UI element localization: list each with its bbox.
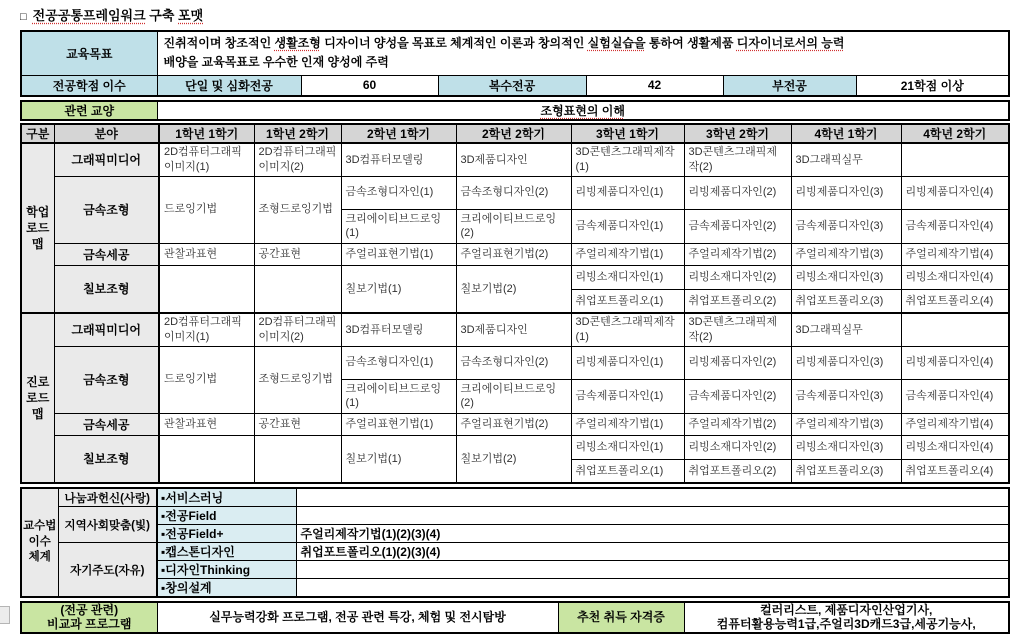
course-cell: 주얼리제작기법(4) (901, 243, 1009, 265)
credit-value-single: 60 (301, 75, 438, 96)
course-cell (159, 435, 254, 483)
teaching-item-value (296, 579, 1009, 598)
teaching-item-value (296, 561, 1009, 579)
field-label-metal-craft: 금속세공 (54, 243, 159, 265)
course-cell: 칠보기법(1) (341, 435, 456, 483)
teaching-item-value (296, 488, 1009, 507)
header-gubun: 구분 (21, 124, 54, 143)
teaching-group-sharing: 나눔과헌신(사랑) (58, 488, 157, 507)
teaching-section-label: 교수법 이수 체계 (21, 488, 58, 597)
course-cell: 3D그래픽실무 (791, 143, 901, 176)
liberal-arts-value: 조형표현의 이해 (157, 101, 1009, 120)
course-cell: 금속제품디자인(4) (901, 209, 1009, 243)
course-cell: 칠보기법(2) (456, 435, 571, 483)
course-cell: 조형드로잉기법 (254, 176, 341, 243)
course-cell: 금속조형디자인(2) (456, 176, 571, 209)
course-cell (254, 265, 341, 313)
course-cell: 금속조형디자인(1) (341, 346, 456, 379)
course-cell: 취업포트폴리오(3) (791, 459, 901, 483)
roadmap-table (20, 123, 1010, 484)
course-cell: 크리에이티브드로잉(1) (341, 379, 456, 413)
course-cell: 주얼리제작기법(4) (901, 413, 1009, 435)
course-cell: 주얼리제작기법(2) (684, 413, 791, 435)
field-label-cloisonne: 칠보조형 (54, 435, 159, 483)
course-cell: 리빙소재디자인(1) (571, 435, 684, 459)
course-cell: 금속제품디자인(4) (901, 379, 1009, 413)
course-cell: 금속제품디자인(2) (684, 209, 791, 243)
credit-value-double: 42 (586, 75, 723, 96)
course-cell: 리빙제품디자인(1) (571, 176, 684, 209)
course-cell: 주얼리제작기법(1) (571, 243, 684, 265)
course-cell: 주얼리표현기법(1) (341, 413, 456, 435)
course-cell (254, 435, 341, 483)
scrollbar-corner-artifact (0, 606, 10, 624)
course-cell: 3D컴퓨터모델링 (341, 313, 456, 346)
course-cell (159, 265, 254, 313)
course-cell: 3D콘텐츠그래픽제작(2) (684, 143, 791, 176)
course-cell: 금속제품디자인(3) (791, 379, 901, 413)
teaching-item: ▪창의설계 (157, 579, 296, 598)
course-cell: 주얼리표현기법(2) (456, 413, 571, 435)
course-cell: 금속조형디자인(1) (341, 176, 456, 209)
teaching-item-value: 취업포트폴리오(1)(2)(3)(4) (296, 543, 1009, 561)
credit-type-double: 복수전공 (438, 75, 586, 96)
education-goal-line1: 진취적이며 창조적인 생활조형 디자이너 양성을 목표로 체계적인 이론과 창의적인 실험실습을 통하여 생활제품 디자이너로서의 능력 (163, 36, 845, 51)
course-cell: 3D콘텐츠그래픽제작(1) (571, 143, 684, 176)
header-sem-1-2: 1학년 2학기 (254, 124, 341, 143)
course-cell: 크리에이티브드로잉(1) (341, 209, 456, 243)
course-cell: 리빙소재디자인(4) (901, 265, 1009, 289)
extracurricular-table (20, 601, 1010, 634)
course-cell: 취업포트폴리오(1) (571, 459, 684, 483)
cert-label: 추천 취득 자격증 (558, 602, 684, 633)
course-cell: 리빙소재디자인(4) (901, 435, 1009, 459)
course-cell: 관찰과표현 (159, 413, 254, 435)
course-cell: 리빙제품디자인(2) (684, 176, 791, 209)
header-sem-1-1: 1학년 1학기 (159, 124, 254, 143)
course-cell: 드로잉기법 (159, 176, 254, 243)
course-cell: 조형드로잉기법 (254, 346, 341, 413)
course-cell: 금속제품디자인(1) (571, 379, 684, 413)
course-cell: 금속제품디자인(3) (791, 209, 901, 243)
section-label-academic: 학업 로드맵 (21, 143, 54, 313)
course-cell: 관찰과표현 (159, 243, 254, 265)
course-cell: 칠보기법(2) (456, 265, 571, 313)
field-label-cloisonne: 칠보조형 (54, 265, 159, 313)
field-label-metal-form: 금속조형 (54, 176, 159, 243)
field-label-graphic: 그래픽미디어 (54, 143, 159, 176)
course-cell: 리빙제품디자인(4) (901, 176, 1009, 209)
course-cell: 취업포트폴리오(4) (901, 289, 1009, 313)
section-label-career: 진로 로드맵 (21, 313, 54, 483)
course-cell: 리빙소재디자인(2) (684, 435, 791, 459)
course-cell: 취업포트폴리오(2) (684, 459, 791, 483)
course-cell: 리빙소재디자인(3) (791, 435, 901, 459)
teaching-item-value (296, 507, 1009, 525)
course-cell: 2D컴퓨터그래픽이미지(2) (254, 143, 341, 176)
course-cell: 리빙소재디자인(2) (684, 265, 791, 289)
extracurricular-label: (전공 관련) 비교과 프로그램 (21, 602, 157, 633)
course-cell: 주얼리제작기법(1) (571, 413, 684, 435)
liberal-arts-label: 관련 교양 (21, 101, 157, 120)
education-goal-label: 교육목표 (21, 31, 157, 75)
course-cell: 크리에이티브드로잉(2) (456, 209, 571, 243)
course-cell: 주얼리제작기법(3) (791, 413, 901, 435)
course-cell: 공간표현 (254, 243, 341, 265)
course-cell: 리빙제품디자인(4) (901, 346, 1009, 379)
header-sem-3-2: 3학년 2학기 (684, 124, 791, 143)
cert-list: 컬러리스트, 제품디자인산업기사, 컴퓨터활용능력1급,주얼리3D캐드3급,세공기능사, (684, 602, 1009, 633)
page-title (20, 5, 1008, 24)
course-cell: 리빙소재디자인(1) (571, 265, 684, 289)
course-cell: 취업포트폴리오(4) (901, 459, 1009, 483)
teaching-item: ▪전공Field+ (157, 525, 296, 543)
course-cell: 주얼리제작기법(2) (684, 243, 791, 265)
course-cell: 3D컴퓨터모델링 (341, 143, 456, 176)
course-cell: 금속조형디자인(2) (456, 346, 571, 379)
course-cell: 리빙제품디자인(2) (684, 346, 791, 379)
teaching-item: ▪서비스러닝 (157, 488, 296, 507)
course-cell: 리빙제품디자인(3) (791, 346, 901, 379)
course-cell: 주얼리표현기법(2) (456, 243, 571, 265)
course-cell: 주얼리제작기법(3) (791, 243, 901, 265)
teaching-method-table (20, 487, 1010, 598)
course-cell: 2D컴퓨터그래픽이미지(1) (159, 143, 254, 176)
course-cell: 리빙제품디자인(1) (571, 346, 684, 379)
field-label-metal-craft: 금속세공 (54, 413, 159, 435)
course-cell: 취업포트폴리오(3) (791, 289, 901, 313)
course-cell: 3D제품디자인 (456, 313, 571, 346)
course-cell: 칠보기법(1) (341, 265, 456, 313)
goals-credits-table (20, 30, 1010, 97)
header-sem-4-1: 4학년 1학기 (791, 124, 901, 143)
teaching-group-community: 지역사회맞춤(빛) (58, 507, 157, 543)
course-cell: 2D컴퓨터그래픽이미지(1) (159, 313, 254, 346)
square-bullet-icon: □ (20, 11, 27, 23)
course-cell: 크리에이티브드로잉(2) (456, 379, 571, 413)
course-cell: 리빙제품디자인(3) (791, 176, 901, 209)
teaching-item: ▪전공Field (157, 507, 296, 525)
course-cell: 취업포트폴리오(1) (571, 289, 684, 313)
education-goal-line2: 배양을 교육목표로 우수한 인재 양성에 주력 (163, 55, 389, 70)
course-cell: 3D그래픽실무 (791, 313, 901, 346)
teaching-item: ▪캡스톤디자인 (157, 543, 296, 561)
teaching-item-value: 주얼리제작기법(1)(2)(3)(4) (296, 525, 1009, 543)
course-cell: 2D컴퓨터그래픽이미지(2) (254, 313, 341, 346)
credits-label: 전공학점 이수 (21, 75, 157, 96)
field-label-metal-form: 금속조형 (54, 346, 159, 413)
header-sem-3-1: 3학년 1학기 (571, 124, 684, 143)
course-cell: 3D콘텐츠그래픽제작(1) (571, 313, 684, 346)
credit-value-minor: 21학점 이상 (856, 75, 1009, 96)
education-goal-text (157, 31, 1009, 75)
field-label-graphic: 그래픽미디어 (54, 313, 159, 346)
credit-type-minor: 부전공 (723, 75, 856, 96)
course-cell (901, 143, 1009, 176)
course-cell: 리빙소재디자인(3) (791, 265, 901, 289)
header-sem-4-2: 4학년 2학기 (901, 124, 1009, 143)
course-cell: 3D제품디자인 (456, 143, 571, 176)
page-title-text: 전공공통프레임워크 구축 포맷 (32, 8, 204, 23)
course-cell: 공간표현 (254, 413, 341, 435)
extracurricular-programs: 실무능력강화 프로그램, 전공 관련 특강, 체험 및 전시탐방 (157, 602, 558, 633)
credit-type-single: 단일 및 심화전공 (157, 75, 301, 96)
course-cell: 주얼리표현기법(1) (341, 243, 456, 265)
course-cell: 드로잉기법 (159, 346, 254, 413)
course-cell: 취업포트폴리오(2) (684, 289, 791, 313)
course-cell (901, 313, 1009, 346)
teaching-group-selfdirected: 자기주도(자유) (58, 543, 157, 598)
header-sem-2-1: 2학년 1학기 (341, 124, 456, 143)
liberal-arts-table (20, 100, 1010, 121)
header-sem-2-2: 2학년 2학기 (456, 124, 571, 143)
header-field: 분야 (54, 124, 159, 143)
course-cell: 금속제품디자인(2) (684, 379, 791, 413)
teaching-item: ▪디자인Thinking (157, 561, 296, 579)
course-cell: 3D콘텐츠그래픽제작(2) (684, 313, 791, 346)
course-cell: 금속제품디자인(1) (571, 209, 684, 243)
